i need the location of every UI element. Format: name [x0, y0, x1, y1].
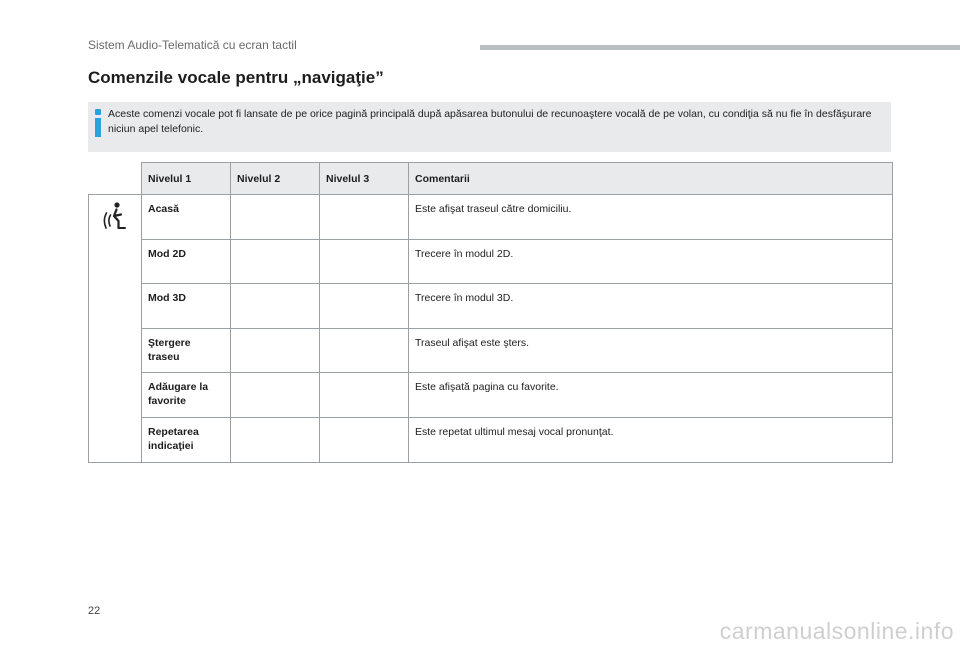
info-box: [88, 102, 891, 152]
row-level3: [320, 328, 409, 373]
voice-commands-table: [88, 162, 893, 463]
table-row: [89, 195, 893, 240]
row-level1: Mod 2D: [142, 239, 231, 284]
voice-command-icon-cell: [89, 195, 142, 463]
info-text: Aceste comenzi vocale pot fi lansate de pe orice pagină principală după apăsarea butonului de recunoaştere vocală de pe volan, cu condiţia să nu fie în desfăşurare niciun apel telefonic.: [108, 108, 872, 135]
row-level1: Repetarea indicaţiei: [142, 417, 231, 462]
row-level1: Acasă: [142, 195, 231, 240]
row-level3: [320, 373, 409, 418]
row-comment: Traseul afişat este şters.: [409, 328, 893, 373]
row-level2: [231, 239, 320, 284]
row-comment: Este repetat ultimul mesaj vocal pronunţat.: [409, 417, 893, 462]
row-level1: Mod 3D: [142, 284, 231, 329]
row-level2: [231, 373, 320, 418]
row-comment: Trecere în modul 2D.: [409, 239, 893, 284]
info-icon: [94, 109, 102, 139]
header-rule: [480, 45, 960, 50]
table-row: [89, 417, 893, 462]
table-row: [89, 373, 893, 418]
table-row: [89, 328, 893, 373]
table-header-comments: Comentarii: [409, 163, 893, 195]
row-level1: Ştergere traseu: [142, 328, 231, 373]
row-level1: Adăugare la favorite: [142, 373, 231, 418]
row-level2: [231, 195, 320, 240]
table-header-level2: Nivelul 2: [231, 163, 320, 195]
page-number: 22: [88, 605, 101, 617]
row-level3: [320, 284, 409, 329]
row-comment: Trecere în modul 3D.: [409, 284, 893, 329]
watermark: carmanualsonline.info: [719, 618, 954, 644]
table-header-level1: Nivelul 1: [142, 163, 231, 195]
table-row: [89, 239, 893, 284]
table-header-level3: Nivelul 3: [320, 163, 409, 195]
section-title: Comenzile vocale pentru „navigaţie”: [88, 68, 384, 87]
table-header-blank: [89, 163, 142, 195]
row-level2: [231, 284, 320, 329]
row-comment: Este afişată pagina cu favorite.: [409, 373, 893, 418]
table-header-row: [89, 163, 893, 195]
row-comment: Este afişat traseul către domiciliu.: [409, 195, 893, 240]
header-title: Sistem Audio-Telematică cu ecran tactil: [88, 38, 297, 52]
row-level2: [231, 417, 320, 462]
row-level3: [320, 239, 409, 284]
voice-command-icon: [102, 201, 128, 231]
table-row: [89, 284, 893, 329]
row-level3: [320, 195, 409, 240]
row-level3: [320, 417, 409, 462]
row-level2: [231, 328, 320, 373]
